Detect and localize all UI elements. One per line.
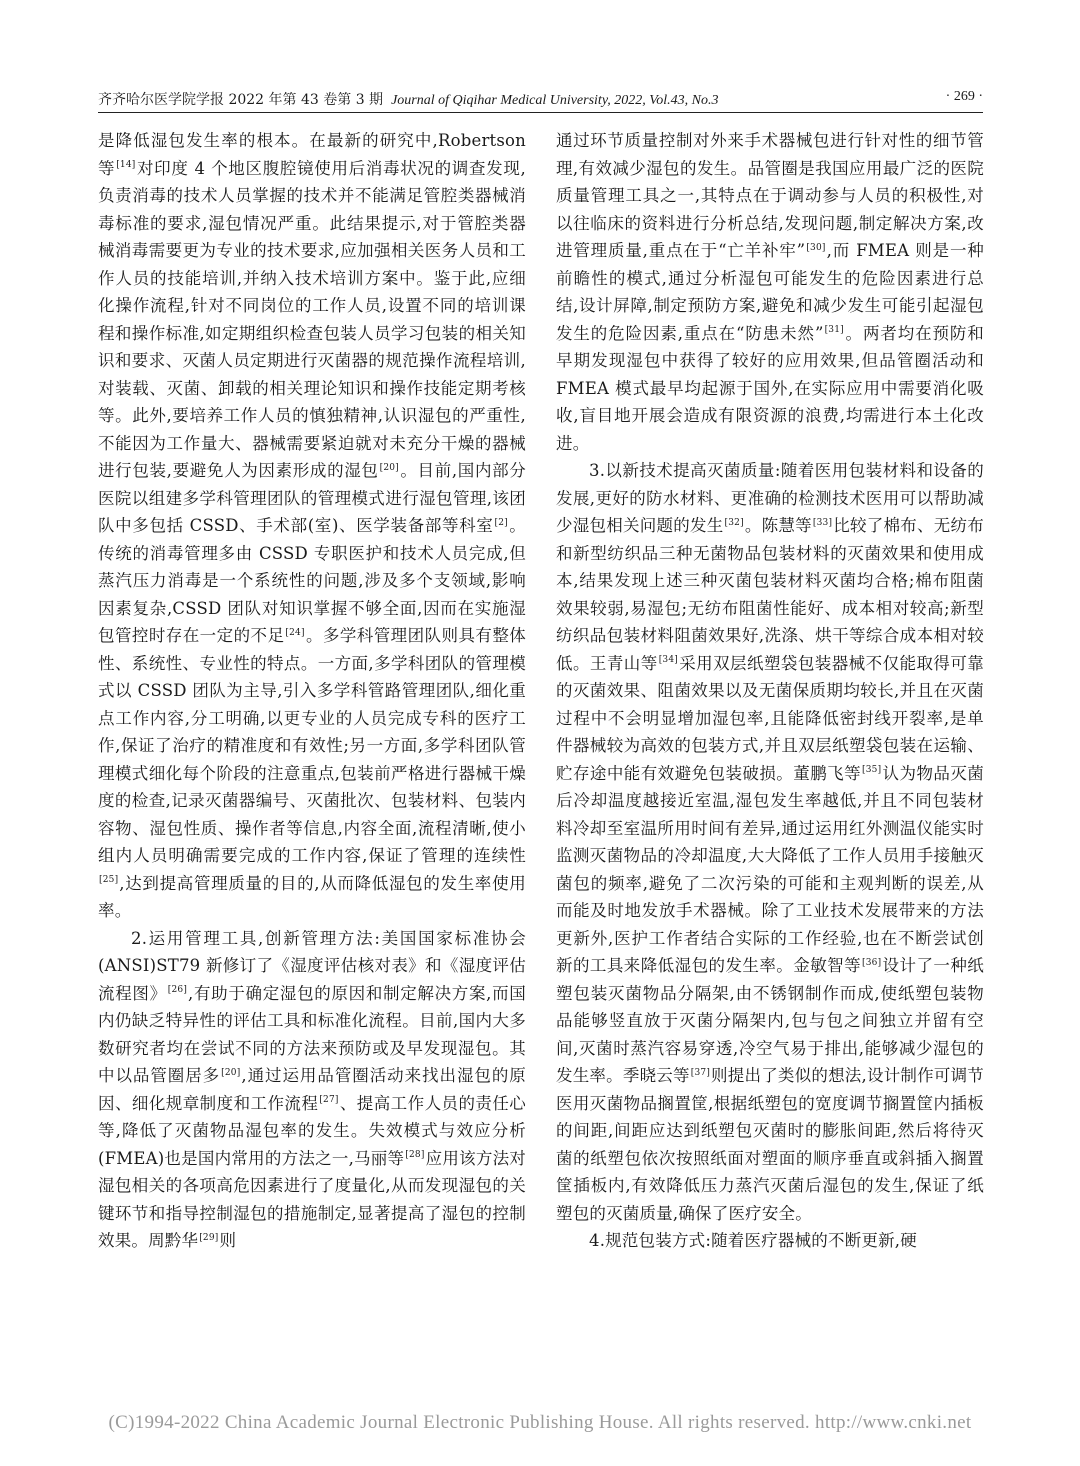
text-run: ,而 FMEA 则是一种前瞻性的模式,通过分析湿包可能发生的危险因素进行总结,设计屏障,制定预防方案,避免和减少发生可能引起湿包发生的危险因素,重点在“防患未然”: [556, 241, 984, 343]
paragraph: [98, 925, 526, 1255]
text-run: ,通过运用品管圈活动来找出湿包的原因、细化规章制度和工作流程: [98, 1066, 526, 1113]
right-column: [556, 127, 984, 1255]
text-run: 。目前,国内部分医院以组建多学科管理团队的管理模式进行湿包管理,该团队中多包括 CSSD、手术部(室)、医学装备部等科室: [98, 461, 526, 535]
copyright-footer: (C)1994-2022 China Academic Journal Electronic Publishing House. All rights reserved. http://www.cnki.net: [108, 1412, 972, 1433]
citation-ref: [37]: [690, 1067, 711, 1078]
citation-ref: [20]: [221, 1067, 241, 1078]
paragraph: [98, 127, 526, 925]
text-run: 设计了一种纸塑包装灭菌物品分隔架,由不锈钢制作而成,使纸塑包装物品能够竖直放于灭菌分隔架内,包与包之间独立并留有空间,灭菌时蒸汽容易穿透,冷空气易于排出,能够减少湿包的发生率。季晓云等: [556, 956, 984, 1085]
text-run: 通过环节质量控制对外来手术器械包进行针对性的细节管理,有效减少湿包的发生。品管圈是我国应用最广泛的医院质量管理工具之一,其特点在于调动参与人员的积极性,对以往临床的资料进行分析总结,发现问题,制定解决方案,改进管理质量,重点在于“亡羊补牢”: [556, 131, 984, 260]
text-run: 采用双层纸塑袋包装器械不仅能取得可靠的灭菌效果、阻菌效果以及无菌保质期均较长,并且在灭菌过程中不会明显增加湿包率,且能降低密封线开裂率,是单件器械较为高效的包装方式,并且双层纸塑袋包装在运输、贮存途中能有效避免包装破损。董鹏飞等: [556, 653, 984, 783]
journal-citation: [98, 89, 718, 109]
journal-title-cn: 齐齐哈尔医学院学报 2022 年第 43 卷第 3 期: [98, 92, 384, 108]
text-run: 。陈慧等: [744, 516, 812, 535]
citation-ref: [25]: [99, 875, 119, 885]
text-run: 。传统的消毒管理多由 CSSD 专职医护和技术人员完成,但蒸汽压力消毒是一个系统性的问题,涉及多个支领域,影响因素复杂,CSSD 团队对知识掌握不够全面,因而在实施湿包管控时存在一定的不足: [98, 516, 526, 645]
text-run: 则: [219, 1231, 237, 1250]
left-column: [98, 127, 526, 1255]
text-run: 3.以新技术提高灭菌质量:随着医用包装材料和设备的发展,更好的防水材料、更准确的检测技术医用可以帮助减少湿包相关问题的发生: [556, 461, 984, 535]
text-run: ,有助于确定湿包的原因和制定解决方案,而国内仍缺乏特异性的评估工具和标准化流程。目前,国内大多数研究者均在尝试不同的方法来预防或及早发现湿包。其中以品管圈居多: [98, 983, 526, 1085]
citation-ref: [31]: [824, 325, 844, 335]
text-run: 认为物品灭菌后冷却温度越接近室温,湿包发生率越低,并且不同包装材料冷却至室温所用时间有差异,通过运用红外测温仪能实时监测灭菌物品的冷却温度,大大降低了工作人员用手接触灭菌包的频率,避免了二次污染的可能和主观判断的误差,从而能及时地发放手术器械。除了工业技术发展带来的方法更新外,医护工作者结合实际的工作经验,也在不断尝试创新的工具来降低湿包的发生率。金敏智等: [556, 763, 984, 975]
citation-ref: [24]: [285, 627, 305, 638]
text-run: 4.规范包装方式:随着医疗器械的不断更新,硬: [589, 1231, 917, 1250]
page-number: · 269 ·: [945, 89, 983, 104]
citation-ref: [35]: [862, 765, 882, 775]
citation-ref: [30]: [806, 242, 826, 253]
text-run: 2.运用管理工具,创新管理方法:美国国家标准协会(ANSI)ST79 新修订了《湿度评估核对表》和《湿度评估流程图》: [98, 928, 526, 1003]
citation-ref: [32]: [724, 517, 744, 528]
citation-ref: [26]: [167, 985, 188, 995]
text-run: 对印度 4 个地区腹腔镜使用后消毒状况的调查发现,负责消毒的技术人员掌握的技术并不能满足管腔类器械消毒标准的要求,湿包情况严重。此结果提示,对于管腔类器械消毒需要更为专业的技术要求,应加强相关医务人员和工作人员的技能培训,并纳入技术培训方案中。鉴于此,应细化操作流程,针对不同岗位的工作人员,设置不同的培训课程和操作标准,如定期组织检查包装人员学习包装的相关知识和要求、灭菌人员定期进行灭菌器的规范操作流程培训,对装载、灭菌、卸载的相关理论知识和操作技能定期考核等。此外,要培养工作人员的慎独精神,认识湿包的严重性,不能因为工作量大、器械需要紧迫就对未充分干燥的器械进行包装,要避免人为因素形成的湿包: [98, 158, 527, 480]
text-run: ,达到提高管理质量的目的,从而降低湿包的发生率使用率。: [98, 873, 526, 920]
citation-ref: [27]: [319, 1095, 339, 1105]
text-run: 则提出了类似的想法,设计制作可调节医用灭菌物品搁置筐,根据纸塑包的宽度调节搁置筐内插板的间距,间距应达到纸塑包灭菌时的膨胀间距,然后将待灭菌的纸塑包依次按照纸面对塑面的顺序垂直或斜插入搁置筐插板内,有效降低压力蒸汽灭菌后湿包的发生,保证了纸塑包的灭菌质量,确保了医疗安全。: [556, 1066, 984, 1223]
citation-ref: [28]: [405, 1150, 425, 1160]
paragraph: [556, 127, 984, 457]
paragraph: [556, 457, 984, 1227]
citation-ref: [34]: [658, 655, 678, 665]
text-run: 应用该方法对湿包相关的各项高危因素进行了度量化,从而发现湿包的关键环节和指导控制湿包的措施制定,显著提高了湿包的控制效果。周黔华: [98, 1148, 527, 1250]
paragraph: [556, 1227, 984, 1255]
text-run: 、提高工作人员的责任心等,降低了灭菌物品湿包率的发生。失效模式与效应分析(FMEA)也是国内常用的方法之一,马丽等: [98, 1093, 527, 1168]
citation-ref: [33]: [812, 517, 833, 528]
text-run: 是降低湿包发生率的根本。在最新的研究中,Robertson 等: [98, 131, 526, 178]
citation-ref: [2]: [494, 517, 508, 528]
journal-title-en: Journal of Qiqihar Medical University, 2022, Vol.43, No.3: [391, 93, 719, 108]
citation-ref: [20]: [379, 462, 399, 473]
running-header: [98, 86, 983, 113]
citation-ref: [29]: [199, 1232, 219, 1243]
text-run: 比较了棉布、无纺布和新型纺织品三种无菌物品包装材料的灭菌效果和使用成本,结果发现上述三种灭菌包装材料灭菌均合格;棉布阻菌效果较弱,易湿包;无纺布阻菌性能好、成本相对较高;新型纺织品包装材料阻菌效果好,洗涤、烘干等综合成本相对较低。王青山等: [556, 516, 984, 673]
text-run: 。多学科管理团队则具有整体性、系统性、专业性的特点。一方面,多学科团队的管理模式以 CSSD 团队为主导,引入多学科管路管理团队,细化重点工作内容,分工明确,以更专业的人员完成专科的医疗工作,保证了治疗的精准度和有效性;另一方面,多学科团队管理模式细化每个阶段的注意重点,包装前严格进行器械干燥度的检查,记录灭菌器编号、灭菌批次、包装材料、包装内容物、湿包性质、操作者等信息,内容全面,流程清晰,使小组内人员明确需要完成的工作内容,保证了管理的连续性: [98, 626, 527, 865]
citation-ref: [14]: [116, 160, 136, 170]
citation-ref: [36]: [862, 957, 882, 968]
text-run: 。两者均在预防和早期发现湿包中获得了较好的应用效果,但品管圈活动和 FMEA 模式最早均起源于国外,在实际应用中需要消化吸收,盲目地开展会造成有限资源的浪费,均需进行本土化改进。: [556, 323, 984, 453]
